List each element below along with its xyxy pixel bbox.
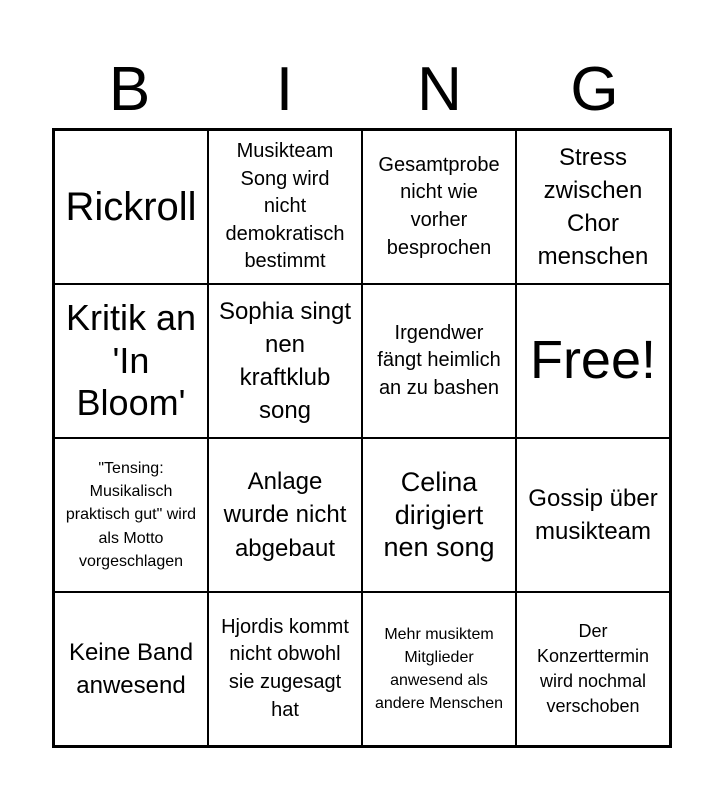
cell-text: Gossip über musikteam xyxy=(528,484,658,545)
header-letter-b: B xyxy=(108,55,151,124)
bingo-cell[interactable] xyxy=(516,438,670,592)
free-cell[interactable] xyxy=(516,284,670,438)
cell-text: Celina dirigiert nen song xyxy=(383,466,495,563)
cell-text: Rickroll xyxy=(65,185,197,229)
bingo-cell[interactable] xyxy=(208,592,362,746)
bingo-cell[interactable] xyxy=(516,592,670,746)
bingo-cell[interactable] xyxy=(54,592,208,746)
bingo-cell[interactable] xyxy=(362,592,516,746)
cell-text: Sophia singt nen kraftklub song xyxy=(218,297,352,425)
cell-text: "Tensing: Musikalisch praktisch gut" wird als Motto vorgeschlagen xyxy=(65,460,197,570)
bingo-header xyxy=(52,52,672,128)
cell-text: Mehr musiktem Mitglieder anwesend als andere Menschen xyxy=(374,625,504,713)
bingo-cell[interactable] xyxy=(516,130,670,284)
bingo-cell[interactable] xyxy=(362,438,516,592)
bingo-cell[interactable] xyxy=(362,284,516,438)
cell-text: Irgendwer fängt heimlich an zu bashen xyxy=(377,321,501,399)
bingo-cell[interactable] xyxy=(54,438,208,592)
bingo-cell[interactable] xyxy=(208,130,362,284)
bingo-cell[interactable] xyxy=(208,284,362,438)
cell-text: Musikteam Song wird nicht demokratisch bestimmt xyxy=(225,140,345,273)
cell-text: Kritik an 'In Bloom' xyxy=(65,297,197,424)
cell-text: Anlage wurde nicht abgebaut xyxy=(223,468,347,562)
bingo-cell[interactable] xyxy=(362,130,516,284)
cell-text: Stress zwischen Chor menschen xyxy=(537,143,649,271)
cell-text: Hjordis kommt nicht obwohl sie zugesagt hat xyxy=(221,615,349,721)
cell-text: Keine Band anwesend xyxy=(68,638,194,699)
cell-text: Gesamtprobe nicht wie vorher besprochen xyxy=(378,153,500,259)
bingo-grid xyxy=(52,128,672,748)
header-letter-i: I xyxy=(275,55,294,124)
bingo-cell[interactable] xyxy=(54,130,208,284)
header-letter-n: N xyxy=(417,55,462,124)
bingo-cell[interactable] xyxy=(54,284,208,438)
header-letter-g: G xyxy=(570,55,619,124)
cell-text: Free! xyxy=(529,330,657,391)
bingo-cell[interactable] xyxy=(208,438,362,592)
cell-text: Der Konzerttermin wird nochmal verschoben xyxy=(536,620,650,717)
